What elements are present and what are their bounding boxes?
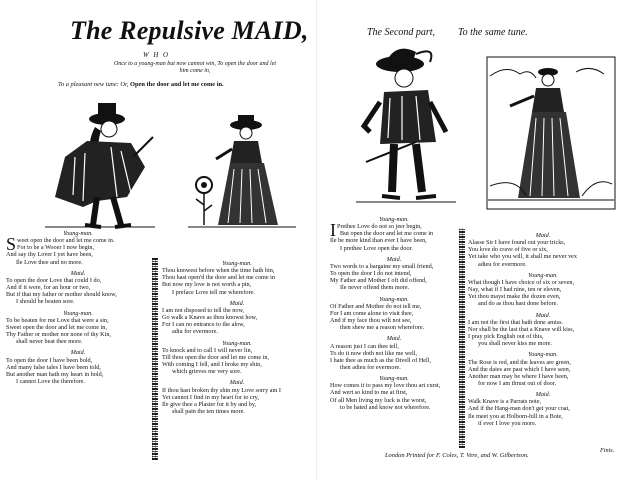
verse-line: For I can no entrance to the alow, (162, 321, 245, 329)
verse-line: To do it now doth not like me well, (330, 349, 418, 357)
verse-line: Walk Knave is a Parrats note, (468, 398, 542, 406)
verse-line: Thou hast open'd the door and let me come in (162, 274, 275, 282)
second-part-heading: The Second part, (367, 27, 436, 38)
verse-line: With coming I fell, and I broke my shin, (162, 361, 262, 369)
verse-line: and do as thou hast done before. (478, 300, 558, 308)
drop-cap: S (6, 234, 17, 255)
printer-imprint: London Printed for F. Coles, T. Vere, and W. Gilbertson. (385, 452, 529, 459)
verse-line: to be hated and know not wherefore. (340, 403, 431, 411)
ornament-border-right (459, 228, 465, 448)
ornament-border-left (152, 258, 158, 460)
woodcut-young-man-left (35, 97, 170, 230)
verse-line: Alasse Sir I have found out your tricks, (468, 239, 566, 247)
finis-mark: Finis. (600, 447, 615, 454)
verse-line-text: Prethee Love do not so jeer begin, (337, 223, 422, 231)
verse-line: Ile give thee a Plaster for it by and by, (162, 400, 257, 408)
verse-line: How comes it to pass my love thou art curst, (330, 382, 441, 390)
verse-line: Thou knowest before when the time hath bin, (162, 267, 275, 275)
verse-line: To be beaten for me Love that were a sin, (6, 316, 109, 324)
verse-column-2 (162, 256, 312, 415)
verse-line: Yet take who you will, it shall me never vex (468, 253, 578, 261)
verse-line: Thy Father or mother nor none of thy Kin, (6, 331, 111, 339)
verse-line: Ile Love thee and no more. (16, 258, 83, 266)
speaker-label: Maid. (386, 255, 402, 263)
verse-line: you shall never kiss me more. (478, 340, 552, 348)
verse-line: adiu for evermore. (172, 328, 218, 336)
verse-line: But another man hath my heart in hold, (6, 370, 104, 378)
verse-line: But now my love is not worth a pin, (162, 281, 252, 289)
verse-line: For to be a Wooer I now begin, (17, 244, 95, 252)
speaker-label: Young-man. (63, 309, 93, 317)
verse-line: But if that my father or mother should know, (6, 291, 117, 299)
drop-cap: I (330, 220, 336, 241)
verse-line: Ile meet you at Holborn-hill in a Bote, (468, 412, 563, 420)
verse-line: And the daies are past which I have seen, (468, 365, 571, 373)
verse-line: For I am come alone to visit thee, (330, 309, 414, 317)
verse-line: Nay, what if I had nine, ten or eleven, (468, 286, 562, 294)
speaker-label: Maid. (229, 379, 245, 387)
ballad-title: The Repulsive MAID, (70, 16, 309, 45)
verse-line: My Father and Mother I oft did offend, (330, 277, 427, 285)
verse-column-4 (468, 228, 618, 427)
tune-name: Open the door and let me come in. (130, 81, 224, 88)
verse-line: To open the door I do not intend, (330, 270, 412, 278)
verse-line: I should be beaten sore. (16, 298, 75, 306)
verse-line: Till thou open the door and let me come in, (162, 353, 270, 361)
subtitle: Once to a young-man but now cannot win, To open the door and let him come in, (113, 61, 277, 74)
verse-line: A reason just I can thee tell, (330, 342, 399, 350)
speaker-label: Maid. (229, 299, 245, 307)
verse-line: Nor shall be the last that a Knave will kiss, (468, 325, 575, 333)
verse-line: Ile never offend them more. (340, 284, 410, 292)
speaker-label: Maid. (535, 311, 551, 319)
verse-line: What though I have choice of six or seven, (468, 278, 575, 286)
verse-line: I preface Love tell me wherefore. (172, 288, 255, 296)
verse-line: And wert so kind to me at first, (330, 389, 408, 397)
verse-line: Of all Men living my luck is the worst, (330, 396, 427, 404)
verse-line: But open the door and let me come in (340, 230, 434, 238)
verse-line: which grieves me very sore. (172, 368, 242, 376)
speaker-label: Maid. (535, 232, 551, 239)
speaker-label: Young-man. (379, 375, 409, 383)
verse-line: The Rose is red, and the leaves are green, (468, 358, 571, 366)
verse-line: Ile be more kind than ever I have been, (330, 237, 427, 245)
verse-line: And if my face thou wilt not see, (330, 317, 412, 325)
verse-line: shall pain the ten times more. (172, 407, 245, 415)
verse-line: I cannot Love the therefore. (16, 377, 85, 385)
verse-line: I hate thee as much as the Divell of Hell, (330, 356, 432, 364)
verse-line-text: weet open the door and let me come in. (17, 237, 115, 245)
verse-line: Yet thou mayst make the dozen even, (468, 293, 561, 301)
verse-line: for now I am thrust out of door. (478, 379, 557, 387)
verse-column-3 (330, 212, 458, 411)
verse-line: And if it were, for an hour or two, (6, 284, 91, 292)
page-gutter (316, 0, 317, 480)
woodcut-man-right (346, 42, 464, 212)
verse-line: adieu for evermore. (478, 260, 527, 268)
verse-line: And say thy Lover I yet have been, (6, 251, 93, 259)
verse-line: I pray pick English out of this, (468, 333, 544, 341)
verse-line: Sweet open the door and let me come in, (6, 323, 107, 331)
verse-line: To knock and to call I will never lin, (162, 346, 253, 354)
tune-line (58, 81, 224, 88)
verse-line: Of Father and Mother do not tell me, (330, 302, 422, 310)
verse-line: Go walk a Knave as thou knowst how, (162, 314, 258, 322)
woodcut-maid-left (188, 113, 298, 230)
same-tune-heading: To the same tune. (458, 27, 528, 38)
verse-line: You love do crave of five or six, (468, 246, 548, 254)
verse-line: To open the door I have been bold, (6, 356, 93, 364)
verse-line: if ever I love you more. (478, 419, 537, 427)
verse-line: I am not the first that hath done amiss. (468, 318, 564, 326)
verse-line: I prethee Love open the door. (340, 244, 413, 252)
speaker-label: Maid. (70, 349, 86, 357)
verse-line: I am not disposed to tell the now, (162, 306, 245, 314)
verse-line: then shew me a reason wherefore. (340, 324, 425, 332)
verse-line: And many false tales I have been told, (6, 363, 101, 371)
verse-line: Another man may be where I have been, (468, 372, 569, 380)
verse-line: shall never beat thee more. (16, 338, 83, 346)
verse-line: If thou hast broken thy shin my Love sorry am I (162, 386, 281, 394)
verse-line: To open the door Love that could I do, (6, 276, 102, 284)
speaker-label: Young-man. (528, 351, 558, 359)
speaker-label: Young-man. (222, 260, 252, 267)
speaker-label: Maid. (386, 335, 402, 343)
verse-line: Two words to a bargaine my small friend, (330, 262, 434, 270)
verse-line: Yet cannot I find in my heart for to cry, (162, 393, 259, 401)
speaker-label: Young-man. (379, 295, 409, 303)
verse-column-1 (6, 226, 150, 385)
verse-line: then adieu for evermore. (340, 363, 401, 371)
speaker-label: Maid. (70, 269, 86, 277)
tune-prefix: To a pleasant new tune: Or, (58, 81, 129, 88)
speaker-label: Young-man. (528, 271, 558, 279)
woodcut-maid-right (486, 56, 616, 211)
speaker-label: Maid. (535, 391, 551, 399)
who-line: W H O (143, 52, 170, 59)
speaker-label: Young-man. (379, 216, 409, 223)
speaker-label: Young-man. (222, 339, 252, 347)
verse-line: And if the Hang-man don't get your coat, (468, 405, 570, 413)
speaker-label: Young-man. (63, 230, 93, 237)
